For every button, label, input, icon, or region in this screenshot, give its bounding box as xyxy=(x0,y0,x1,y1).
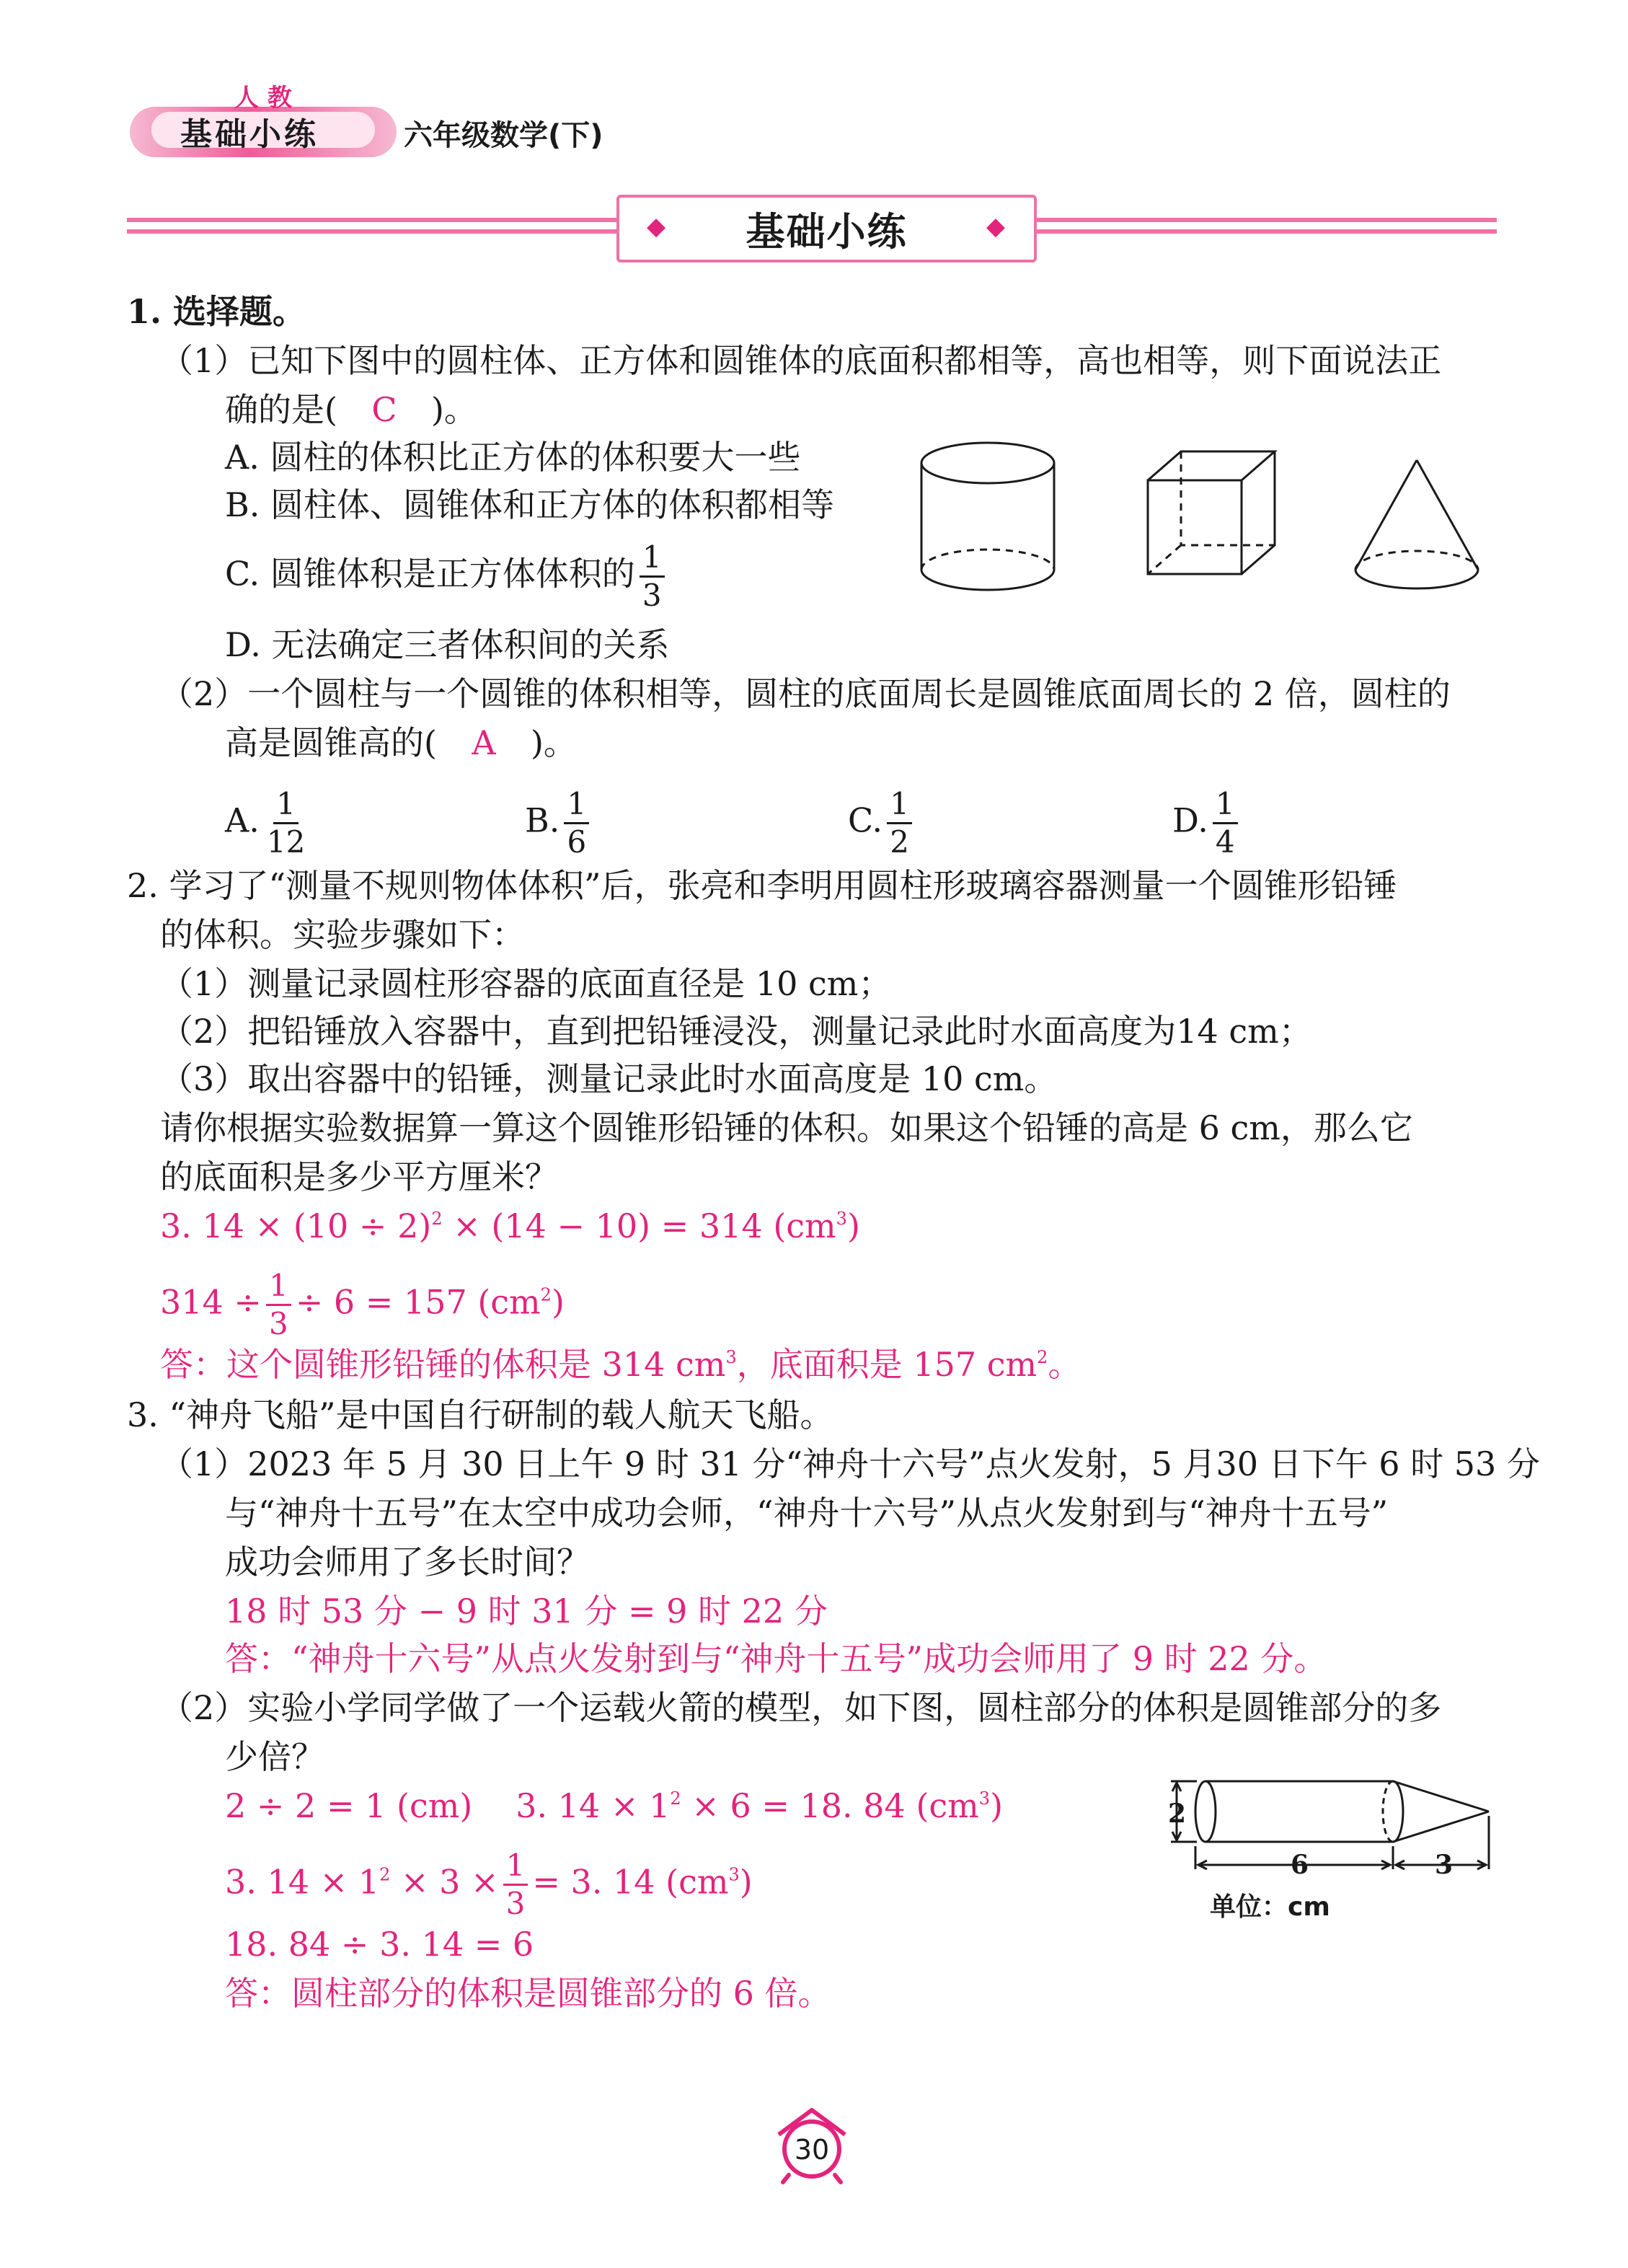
q3-work1-c: × 6 = 18. 84 (cm xyxy=(681,1786,979,1825)
q1-opt-c-text: C. 圆锥体积是正方体体积的 xyxy=(225,554,635,594)
diamond-right-icon: ◆ xyxy=(986,212,1007,241)
q2-step1: （1）测量记录圆柱形容器的底面直径是 10 cm； xyxy=(160,964,892,1003)
cylinder-right-end xyxy=(1393,1781,1403,1842)
q2-work1 xyxy=(160,1204,860,1248)
dim-cylinder-length-label: 6 xyxy=(1291,1850,1309,1880)
q1-p2-answer: A xyxy=(472,723,496,762)
q2-answer-a: 答：这个圆锥形铅锤的体积是 314 cm xyxy=(160,1345,726,1384)
option-label: A. xyxy=(225,800,260,840)
q1-p1-stem-end: )。 xyxy=(430,390,477,429)
publisher-label: 人 教 xyxy=(234,84,292,112)
fraction-denominator: 12 xyxy=(266,824,306,860)
q3-work1-b: 3. 14 × 1 xyxy=(516,1786,671,1825)
q1-p2-stem-end: )。 xyxy=(530,723,577,762)
q2-line2: 的体积。实验步骤如下： xyxy=(160,915,525,954)
q2-work1-c: ) xyxy=(846,1206,860,1245)
q3-work2-a: 3. 14 × 1 xyxy=(225,1862,380,1902)
option-label: D. xyxy=(1172,800,1208,840)
q2-line1: 2. 学习了“测量不规则物体体积”后，张亮和李明用圆柱形玻璃容器测量一个圆锥形铅锤 xyxy=(127,866,1397,905)
cube-figure xyxy=(1148,451,1275,574)
fraction-denominator: 3 xyxy=(505,1886,526,1921)
fraction-numerator: 1 xyxy=(503,1850,528,1886)
q2-ask2: 的底面积是多少平方厘米？ xyxy=(160,1157,558,1196)
q2-answer-c: 。 xyxy=(1048,1345,1081,1384)
unit-exponent: 3 xyxy=(836,1209,847,1229)
q3-work2-b: × 3 × xyxy=(390,1862,499,1902)
fraction-denominator: 2 xyxy=(890,824,909,860)
q2-work1-b: × (14 − 10) = 314 (cm xyxy=(442,1206,836,1245)
fraction-numerator: 1 xyxy=(266,1271,291,1306)
exponent: 2 xyxy=(670,1788,681,1809)
exponent: 2 xyxy=(431,1209,443,1229)
q1-opt-d: D. 无法确定三者体积间的关系 xyxy=(225,625,670,664)
unit-exponent: 3 xyxy=(728,1864,740,1885)
q3-answer: 答：圆柱部分的体积是圆锥部分的 6 倍。 xyxy=(225,1974,831,2013)
q1-p2-option-a xyxy=(225,786,312,860)
q1-opt-c xyxy=(225,539,669,613)
q3-work3: 18. 84 ÷ 3. 14 = 6 xyxy=(225,1925,534,1964)
page-number-badge xyxy=(769,2106,855,2185)
option-label: B. xyxy=(525,800,560,840)
cylinder-figure xyxy=(921,443,1054,590)
q2-work2-fraction xyxy=(266,1268,291,1341)
q1-p2-option-c xyxy=(848,786,916,860)
cylinder-left-end xyxy=(1195,1781,1216,1842)
fraction-denominator: 3 xyxy=(268,1306,288,1341)
q3-title: 3. “神舟飞船”是中国自行研制的载人航天飞船。 xyxy=(127,1395,833,1434)
section-title: 基础小练 xyxy=(746,208,908,255)
q2-work2-a: 314 ÷ xyxy=(160,1282,262,1322)
q2-work2-c: ) xyxy=(551,1282,565,1322)
q1-opt-b: B. 圆柱体、圆锥体和正方体的体积都相等 xyxy=(225,485,835,524)
page-number: 30 xyxy=(794,2134,830,2166)
fraction-numerator: 1 xyxy=(273,789,298,824)
q3-work1-a: 2 ÷ 2 = 1 (cm) xyxy=(225,1786,473,1825)
q1-opt-c-fraction xyxy=(640,539,665,613)
q3-p1-line3: 成功会师用了多长时间？ xyxy=(225,1543,590,1581)
q2-answer xyxy=(160,1343,1081,1386)
grade-label: 六年级数学(下) xyxy=(404,119,603,152)
q1-p1-line2 xyxy=(225,388,477,431)
q2-answer-b: ，底面积是 157 cm xyxy=(736,1345,1038,1384)
fraction-numerator: 1 xyxy=(1213,789,1238,824)
fraction-numerator: 1 xyxy=(564,789,589,824)
option-fraction xyxy=(887,786,912,860)
q2-step3: （3）取出容器中的铅锤，测量记录此时水面高度是 10 cm。 xyxy=(160,1059,1058,1098)
q1-solids-figure xyxy=(908,433,1298,599)
fraction-numerator: 1 xyxy=(640,542,665,578)
unit-exponent: 2 xyxy=(1037,1347,1048,1367)
q1-p1-stem: 确的是( xyxy=(225,390,337,429)
q1-title: 1. 选择题。 xyxy=(127,292,306,331)
q1-p2-option-d xyxy=(1172,786,1242,860)
q2-step2: （2）把铅锤放入容器中，直到把铅锤浸没，测量记录此时水面高度为14 cm； xyxy=(160,1012,1312,1051)
q3-p2-line2: 少倍？ xyxy=(225,1737,324,1776)
q3-work2 xyxy=(225,1850,753,1919)
q1-opt-a: A. 圆柱的体积比正方体的体积要大一些 xyxy=(225,438,801,477)
unit-exponent: 3 xyxy=(978,1788,991,1809)
unit-label: 单位：cm xyxy=(1210,1892,1330,1922)
dim-cone-length-label: 3 xyxy=(1435,1850,1454,1880)
q3-p1-line1: （1）2023 年 5 月 30 日上午 9 时 31 分“神舟十六号”点火发射，5 月30 日下午 6 时 53 分 xyxy=(160,1444,1540,1483)
section-title-box xyxy=(616,195,1037,262)
option-fraction xyxy=(1213,786,1238,860)
q3-p1-work: 18 时 53 分 − 9 时 31 分 = 9 时 22 分 xyxy=(225,1592,828,1631)
q1-p1-line1: （1）已知下图中的圆柱体、正方体和圆锥体的底面积都相等，高也相等，则下面说法正 xyxy=(160,341,1442,380)
fraction-numerator: 1 xyxy=(887,789,912,824)
option-fraction xyxy=(264,786,308,860)
exponent: 2 xyxy=(379,1864,391,1885)
q3-p2-line1: （2）实验小学同学做了一个运载火箭的模型，如下图，圆柱部分的体积是圆锥部分的多 xyxy=(160,1688,1442,1727)
q3-work2-fraction xyxy=(503,1850,528,1919)
cone-figure xyxy=(1348,454,1485,599)
fraction-denominator: 4 xyxy=(1215,824,1235,860)
fraction-denominator: 6 xyxy=(567,824,587,860)
q1-p2-line1: （2）一个圆柱与一个圆锥的体积相等，圆柱的底面周长是圆锥底面周长的 2 倍，圆柱的 xyxy=(160,674,1451,713)
q1-p2-line2 xyxy=(225,721,577,764)
unit-exponent: 3 xyxy=(725,1347,737,1367)
q2-work1-a: 3. 14 × (10 ÷ 2) xyxy=(160,1206,432,1245)
q1-p2-stem: 高是圆锥高的( xyxy=(225,723,437,762)
q3-work2-d: ) xyxy=(739,1862,753,1902)
diamond-left-icon: ◆ xyxy=(647,212,668,241)
option-fraction xyxy=(564,786,589,860)
q1-p1-answer: C xyxy=(371,390,397,429)
q3-work1 xyxy=(225,1784,1003,1827)
q3-p1-line2: 与“神舟十五号”在太空中成功会师，“神舟十六号”从点火发射到与“神舟十五号” xyxy=(225,1493,1389,1532)
q2-work2 xyxy=(160,1268,565,1341)
q1-p2-option-b xyxy=(525,786,593,860)
q3-p1-answer: 答：“神舟十六号”从点火发射到与“神舟十五号”成功会师用了 9 时 22 分。 xyxy=(225,1639,1327,1678)
q3-work1-d: ) xyxy=(990,1786,1004,1825)
rocket-model-diagram xyxy=(1161,1774,1507,1933)
series-logo-text: 基础小练 xyxy=(180,116,319,153)
q2-ask1: 请你根据实验数据算一算这个圆锥形铅锤的体积。如果这个铅锤的高是 6 cm，那么它 xyxy=(160,1108,1413,1147)
unit-exponent: 2 xyxy=(540,1284,552,1305)
option-label: C. xyxy=(848,800,883,840)
dim-diameter-label: 2 xyxy=(1168,1799,1187,1829)
q2-work2-b: ÷ 6 = 157 (cm xyxy=(295,1282,541,1322)
q3-work2-c: = 3. 14 (cm xyxy=(532,1862,729,1902)
fraction-denominator: 3 xyxy=(642,578,662,613)
